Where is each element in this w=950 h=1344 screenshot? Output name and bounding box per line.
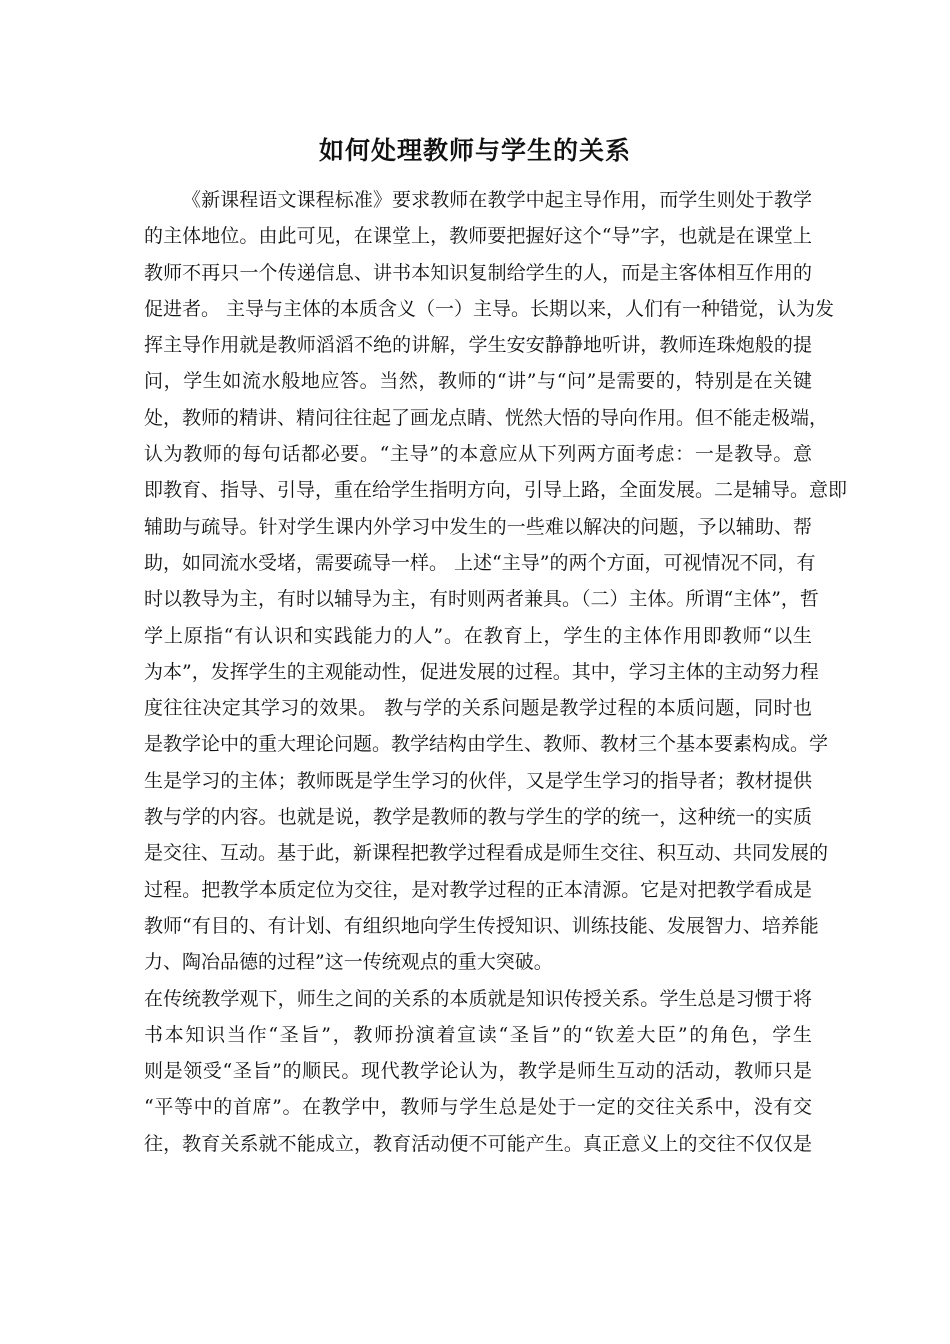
document-body — [144, 182, 848, 1162]
text-line: 助，如同流水受堵，需要疏导一样。 上述“主导”的两个方面，可视情况不同，有 — [144, 551, 816, 574]
text-line: 《新课程语文课程标准》要求教师在教学中起主导作用，而学生则处于教学 — [182, 189, 812, 211]
text-line: 生是学习的主体；教师既是学生学习的伙伴，又是学生学习的指导者；教材提供 — [144, 769, 812, 792]
text-line: 是教学论中的重大理论问题。教学结构由学生、教师、教材三个基本要素构成。学 — [144, 733, 829, 756]
text-line: 促进者。 主导与主体的本质含义（一）主导。长期以来，人们有一种错觉，认为发 — [144, 297, 835, 320]
text-line: 时以教导为主，有时以辅导为主，有时则两者兼具。（二）主体。所谓“主体”，哲 — [144, 588, 819, 611]
text-line: 为本”，发挥学生的主观能动性，促进发展的过程。其中，学习主体的主动努力程 — [144, 660, 819, 683]
text-line: 过程。把教学本质定位为交往，是对教学过程的正本清源。它是对把教学看成是 — [144, 878, 812, 901]
text-line: 问，学生如流水般地应答。当然，教师的“讲”与“问”是需要的，特别是在关键 — [144, 370, 812, 393]
text-line: “平等中的首席”。在教学中，教师与学生总是处于一定的交往关系中，没有交 — [144, 1096, 812, 1119]
text-line: 学上原指“有认识和实践能力的人”。在教育上，学生的主体作用即教师“以生 — [144, 624, 812, 647]
document-title: 如何处理教师与学生的关系 — [318, 136, 631, 165]
text-line: 则是领受“圣旨”的顺民。现代教学论认为，教学是师生互动的活动，教师只是 — [144, 1060, 812, 1083]
text-line: 是交往、互动。基于此，新课程把教学过程看成是师生交往、积互动、共同发展的 — [144, 842, 829, 865]
text-line: 教师“有目的、有计划、有组织地向学生传授知识、训练技能、发展智力、培养能 — [144, 914, 819, 937]
text-line: 往，教育关系就不能成立，教育活动便不可能产生。真正意义上的交往不仅仅是 — [144, 1132, 812, 1155]
text-line: 认为教师的每句话都必要。“主导”的本意应从下列两方面考虑：一是教导。意 — [144, 443, 812, 466]
text-line: 在传统教学观下，师生之间的关系的本质就是知识传授关系。学生总是习惯于将 — [144, 987, 812, 1010]
text-line: 教师不再只一个传递信息、讲书本知识复制给学生的人，而是主客体相互作用的 — [144, 261, 812, 284]
text-line: 挥主导作用就是教师滔滔不绝的讲解，学生安安静静地听讲，教师连珠炮般的提 — [144, 334, 812, 357]
text-line: 度往往决定其学习的效果。 教与学的关系问题是教学过程的本质问题，同时也 — [144, 697, 812, 720]
text-line: 处，教师的精讲、精问往往起了画龙点睛、恍然大悟的导向作用。但不能走极端， — [144, 406, 829, 429]
text-line: 的主体地位。由此可见，在课堂上，教师要把握好这个“导”字，也就是在课堂上 — [144, 225, 812, 248]
text-line: 即教育、指导、引导，重在给学生指明方向，引导上路，全面发展。二是辅导。意即 — [144, 479, 848, 502]
text-line: 教与学的内容。也就是说，教学是教师的教与学生的学的统一，这种统一的实质 — [144, 806, 812, 829]
text-line: 力、陶冶品德的过程”这一传统观点的重大突破。 — [144, 951, 553, 974]
text-line: 书本知识当作“圣旨”，教师扮演着宣读“圣旨”的“钦差大臣”的角色，学生 — [144, 1023, 812, 1046]
text-line: 辅助与疏导。针对学生课内外学习中发生的一些难以解决的问题，予以辅助、帮 — [144, 515, 812, 538]
